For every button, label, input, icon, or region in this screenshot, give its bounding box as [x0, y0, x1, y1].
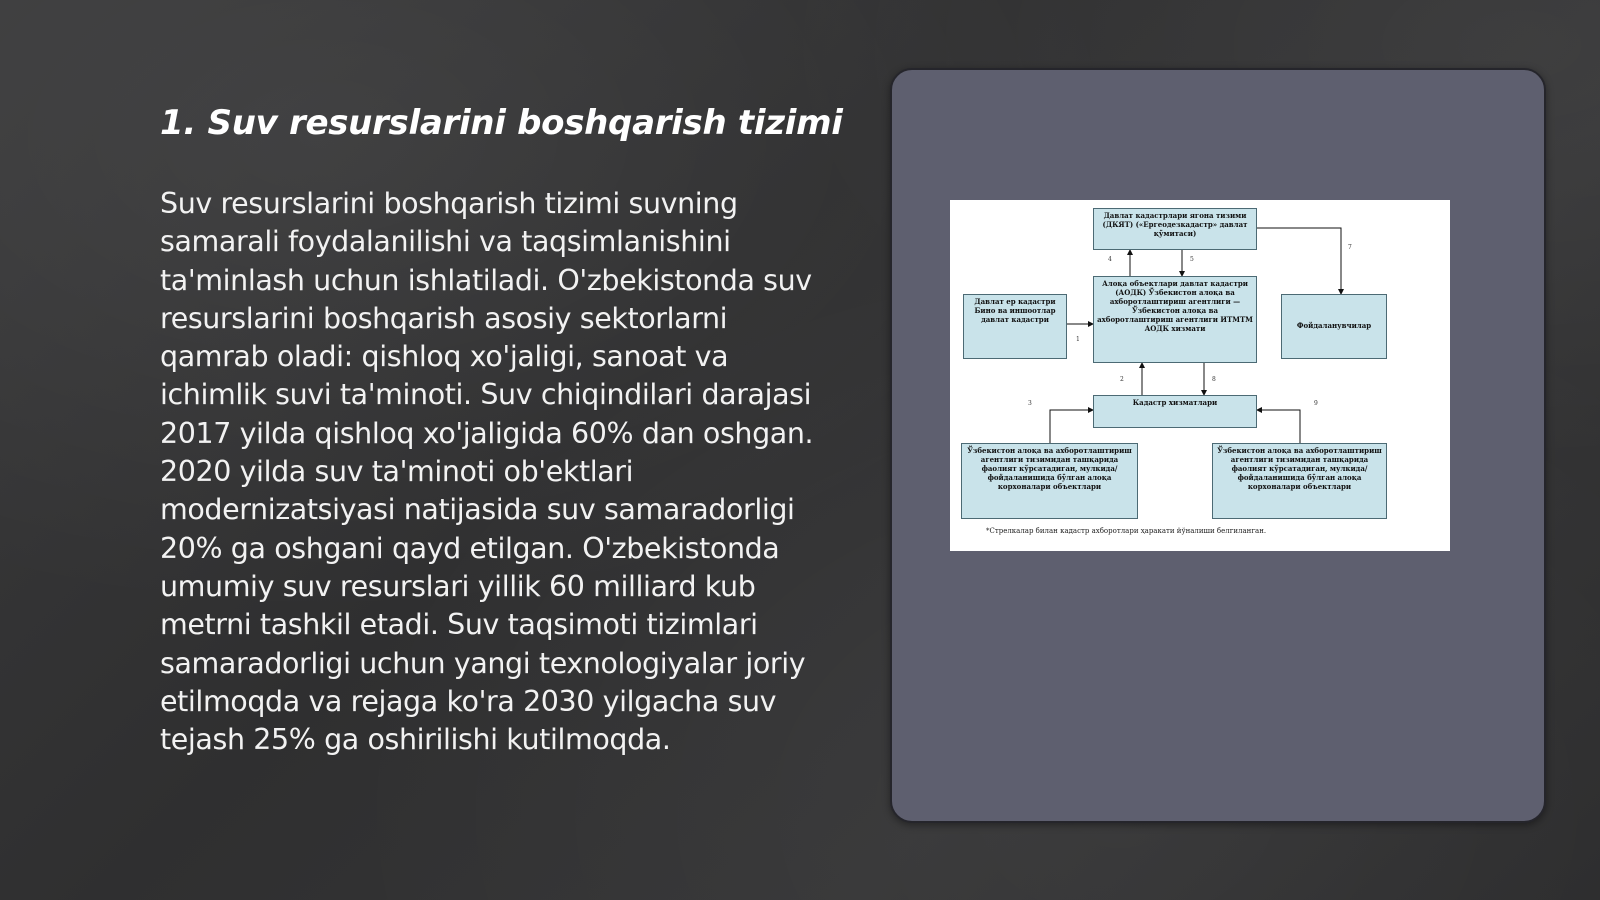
arrow-label: 1 [1076, 336, 1080, 343]
box-enterprises-left: Ўзбекистон алоқа ва ахборотлаштириш агентлиги тизимидан ташқарида фаолият кўрсатадиган, мулкида/ фойдаланишида бўлган алоқа корхоналари объектлари [961, 443, 1138, 519]
diagram-footnote: *Стрелкалар билан кадастр ахборотлари ҳаракати йўналиши белгиланган. [986, 527, 1267, 535]
box-enterprises-right: Ўзбекистон алоқа ва ахборотлаштириш агентлиги тизимидан ташқарида фаолият кўрсатадиган, мулкида/фойдаланишида бўлган алоқа корхоналари объектлари [1212, 443, 1387, 519]
arrow-label: 3 [1028, 400, 1032, 407]
arrow-label: 2 [1120, 376, 1124, 383]
box-cadastre-services: Кадастр хизматлари [1093, 395, 1257, 428]
arrow-label: 9 [1314, 400, 1318, 407]
slide-title: 1. Suv resurslarini boshqarish tizimi [160, 103, 843, 143]
arrow-label: 4 [1108, 256, 1112, 263]
arrow-label: 8 [1212, 376, 1216, 383]
box-communication-cadastre: Алоқа объектлари давлат кадастри (АОДК) Ўзбекистон алоқа ва ахборотлаштириш агентлиги — Ўзбекистон алоқа ва ахборотлаштириш агентлиги ИТМТМ АОДК хизмати [1093, 276, 1257, 363]
box-users: Фойдаланувчилар [1281, 294, 1387, 359]
arrow-label: 5 [1190, 256, 1194, 263]
cadastre-diagram [950, 200, 1450, 551]
box-unified-cadastre-system: Давлат кадастрлари ягона тизими (ДКЯТ) («Ергеодезкадастр» давлат қўмитаси) [1093, 208, 1257, 250]
arrow-label: 7 [1348, 244, 1352, 251]
box-land-building-cadastre: Давлат ер кадастри Бино ва иншоотлар давлат кадастри [963, 294, 1067, 359]
slide-body-text: Suv resurslarini boshqarish tizimi suvning samarali foydalanilishi va taqsimlanishini ta'minlash uchun ishlatiladi. O'zbekistonda suv resurslarini boshqarish asosiy sektorlarni qamrab oladi: qishloq xo'jaligi, sanoat va ichimlik suvi ta'minoti. Suv chiqindilari darajasi 2017 yilda qishloq xo'jaligida 60% dan oshgan. 2020 yilda suv ta'minoti ob'ektlari modernizatsiyasi natijasida suv samaradorligi 20% ga oshgani qayd etilgan. O'zbekistonda umumiy suv resurslari yillik 60 milliard kub metrni tashkil etadi. Suv taqsimoti tizimlari samaradorligi uchun yangi texnologiyalar joriy etilmoqda va rejaga ko'ra 2030 yilgacha suv tejash 25% ga oshirilishi kutilmoqda. [160, 187, 814, 757]
